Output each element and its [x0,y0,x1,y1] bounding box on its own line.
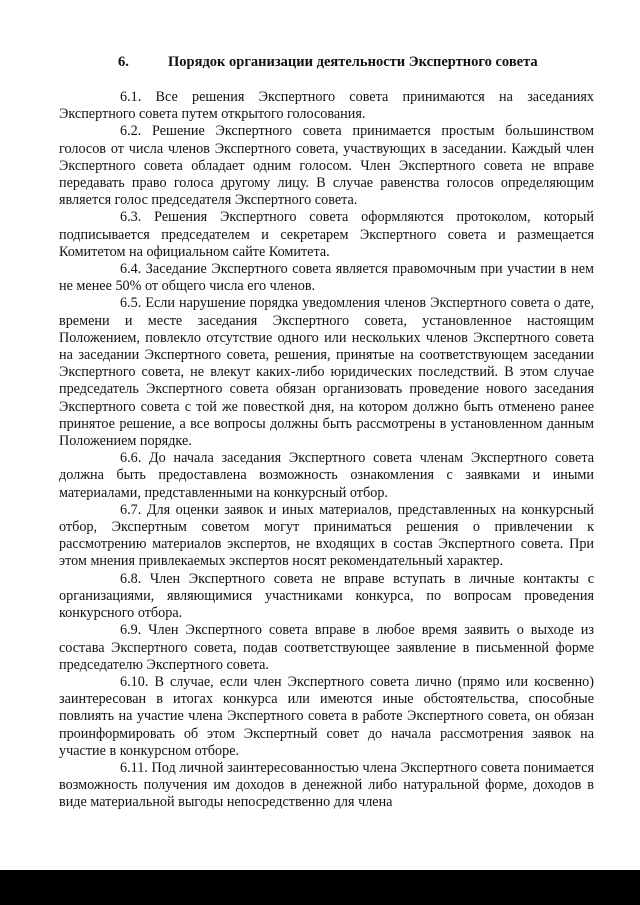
paragraph-6-11: 6.11. Под личной заинтересованностью члена Экспертного совета понимается возможность получения им доходов в денежной либо натуральной форме, доходов в виде материальной выгоды непосредственно для члена [59,759,594,811]
paragraph-6-8: 6.8. Член Экспертного совета не вправе вступать в личные контакты с организациями, являющимися участниками конкурса, по вопросам проведения конкурсного отбора. [59,570,594,622]
paragraph-6-1: 6.1. Все решения Экспертного совета принимаются на заседаниях Экспертного совета путем открытого голосования. [59,89,594,123]
section-body [59,89,594,812]
paragraph-6-10: 6.10. В случае, если член Экспертного совета лично (прямо или косвенно) заинтересован в итогах конкурса или имеются иные обстоятельства, способные повлиять на участие члена Экспертного совета в работе Экспертного совета, он обязан проинформировать об этом Экспертный совет до начала рассмотрения заявок на участие в конкурсном отборе. [59,673,594,759]
paragraph-6-3: 6.3. Решения Экспертного совета оформляются протоколом, который подписывается председателем и секретарем Экспертного совета и размещается Комитетом на официальном сайте Комитета. [59,209,594,260]
paragraph-6-6: 6.6. До начала заседания Экспертного совета членам Экспертного совета должна быть предоставлена возможность ознакомления с заявками и иными материалами, представленными на конкурсный отбор. [59,450,594,501]
section-heading [0,54,640,74]
paragraph-6-5: 6.5. Если нарушение порядка уведомления членов Экспертного совета о дате, времени и месте заседания Экспертного совета, установленное настоящим Положением, повлекло отсутствие одного или нескольких членов Экспертного совета на заседании Экспертного совета, решения, принятые на соответствующем заседании Экспертного совета, не влекут каких-либо юридических последствий. В этом случае председатель Экспертного совета обязан организовать проведение нового заседания Экспертного совета с той же повесткой дня, на котором должно быть отменено ранее принятое решение, а все вопросы должны быть рассмотрены в установленном данным Положением порядке. [59,295,594,450]
section-title: Порядок организации деятельности Экспертного совета [168,54,538,70]
paragraph-6-2: 6.2. Решение Экспертного совета принимается простым большинством голосов от числа членов Экспертного совета, участвующих в заседании. Каждый член Экспертного совета обладает одним голосом. Член Экспертного совета не вправе передавать право голоса другому лицу. В случае равенства голосов определяющим является голос председателя Экспертного совета. [59,123,594,209]
paragraph-6-4: 6.4. Заседание Экспертного совета является правомочным при участии в нем не менее 50% от общего числа его членов. [59,261,594,295]
paragraph-6-9: 6.9. Член Экспертного совета вправе в любое время заявить о выходе из состава Экспертного совета, подав соответствующее заявление в письменной форме председателю Экспертного совета. [59,622,594,673]
scan-bottom-border [0,870,640,905]
paragraph-6-7: 6.7. Для оценки заявок и иных материалов, представленных на конкурсный отбор, Экспертным советом могут приниматься решения о привлечении к рассмотрению материалов экспертов, не входящих в состав Экспертного совета. При этом мнения привлекаемых экспертов носят рекомендательный характер. [59,501,594,570]
section-number: 6. [118,54,129,70]
